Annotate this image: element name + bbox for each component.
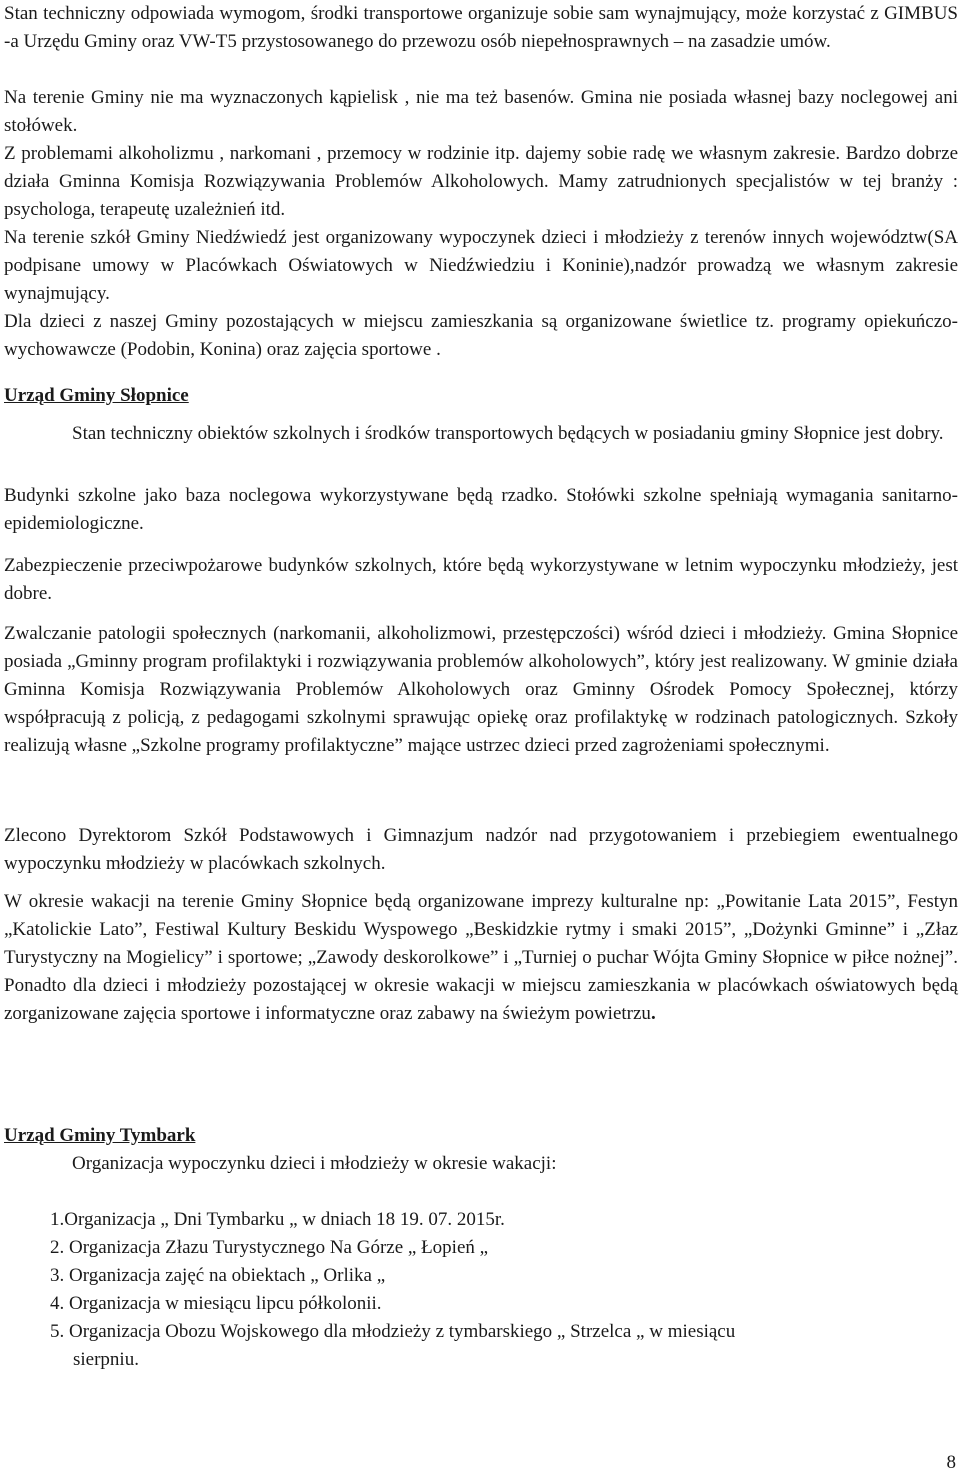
events-text: W okresie wakacji na terenie Gminy Słopnice będą organizowane imprezy kulturalne np: „Powitanie Lata 2015”, Festyn „Katolickie Lato”, Festiwal Kultury Beskidu Wyspowego „Beskidzkie rytmy i smaki 2015”, „Dożynki Gminne” i „Złaz Turystyczny na Mogielicy” i sportowe; „Zawody deskorolkowe” i „Turniej o puchar Wójta Gminy Słopnice w piłce nożnej”. Ponadto dla dzieci i młodzieży pozostającej w okresie wakacji w miejscu zamieszkania w placówkach oświatowych będą zorganizowane zajęcia sportowe i informatyczne oraz zabawy na świeżym powietrzu bbox=[4, 891, 958, 1024]
paragraph-slopnice-supervision: Zlecono Dyrektorom Szkół Podstawowych i Gimnazjum nadzór nad przygotowaniem i przebiegiem ewentualnego wypoczynku młodzieży w placówkach szkolnych. bbox=[4, 825, 958, 874]
list-item: 3. Organizacja zajęć na obiektach „ Orlika „ bbox=[50, 1265, 386, 1286]
list-item-continuation: sierpniu. bbox=[73, 1349, 139, 1370]
list-item: 1.Organizacja „ Dni Tymbarku „ w dniach 18 19. 07. 2015r. bbox=[50, 1209, 505, 1230]
page-number: 8 bbox=[946, 1452, 956, 1473]
paragraph-transport: Stan techniczny odpowiada wymogom, środki transportowe organizuje sobie sam wynajmujący, może korzystać z GIMBUS -a Urzędu Gminy oraz VW-T5 przystosowanego do przewozu osób niepełnosprawnych – na zasadzie umów. bbox=[4, 3, 958, 52]
list-item: 4. Organizacja w miesiącu lipcu półkolonii. bbox=[50, 1293, 382, 1314]
tymbark-list bbox=[50, 1206, 950, 1374]
paragraph-problems: Z problemami alkoholizmu , narkomani , przemocy w rodzinie itp. dajemy sobie radę we własnym zakresie. Bardzo dobrze działa Gminna Komisja Rozwiązywania Problemów Alkoholowych. Mamy zatrudnionych specjalistów w tej branży : psychologa, terapeutę uzależnień itd. bbox=[4, 143, 958, 220]
paragraph-slopnice-technical: Stan techniczny obiektów szkolnych i środków transportowych będących w posiadaniu gminy Słopnice jest dobry. bbox=[72, 423, 944, 444]
paragraph-pools: Na terenie Gminy nie ma wyznaczonych kąpielisk , nie ma też basenów. Gmina nie posiada własnej bazy noclegowej ani stołówek. bbox=[4, 87, 958, 136]
heading-slopnice: Urząd Gminy Słopnice bbox=[4, 385, 189, 406]
paragraph-slopnice-events bbox=[4, 888, 958, 1028]
list-item: 5. Organizacja Obozu Wojskowego dla młodzieży z tymbarskiego „ Strzelca „ w miesiącu bbox=[50, 1321, 736, 1342]
list-item: 2. Organizacja Złazu Turystycznego Na Górze „ Łopień „ bbox=[50, 1237, 489, 1258]
paragraph-local-children: Dla dzieci z naszej Gminy pozostających w miejscu zamieszkania są organizowane świetlice tz. programy opiekuńczo- wychowawcze (Podobin, Konina) oraz zajęcia sportowe . bbox=[4, 311, 958, 360]
paragraph-slopnice-fire: Zabezpieczenie przeciwpożarowe budynków szkolnych, które będą wykorzystywane w letnim wypoczynku młodzieży, jest dobre. bbox=[4, 555, 958, 604]
paragraph-slopnice-pathology: Zwalczanie patologii społecznych (narkomanii, alkoholizmowi, przestępczości) wśród dzieci i młodzieży. Gmina Słopnice posiada „Gminny program profilaktyki i rozwiązywania problemów alkoholowych”, który jest realizowany. W gminie działa Gminna Komisja Rozwiązywania Problemów Alkoholowych oraz Gminny Ośrodek Pomocy Społecznej, którzy współpracują z policją, z pedagogami szkolnymi sprawując opiekę oraz profilaktykę w rodzinach patologicznych. Szkoły realizują własne „Szkolne programy profilaktyczne” mające ustrzec dzieci przed zagrożeniami społecznymi. bbox=[4, 623, 958, 756]
paragraph-slopnice-buildings: Budynki szkolne jako baza noclegowa wykorzystywane będą rzadko. Stołówki szkolne spełniają wymagania sanitarno-epidemiologiczne. bbox=[4, 485, 958, 534]
paragraph-schools-niedzwiedz: Na terenie szkół Gminy Niedźwiedź jest organizowany wypoczynek dzieci i młodzieży z terenów innych województw(SA podpisane umowy w Placówkach Oświatowych w Niedźwiedziu i Koninie),nadzór prowadzą we własnym zakresie wynajmujący. bbox=[4, 227, 958, 304]
heading-tymbark: Urząd Gminy Tymbark bbox=[4, 1125, 196, 1146]
events-final-period: . bbox=[650, 1003, 656, 1024]
tymbark-intro: Organizacja wypoczynku dzieci i młodzieży w okresie wakacji: bbox=[72, 1153, 557, 1174]
